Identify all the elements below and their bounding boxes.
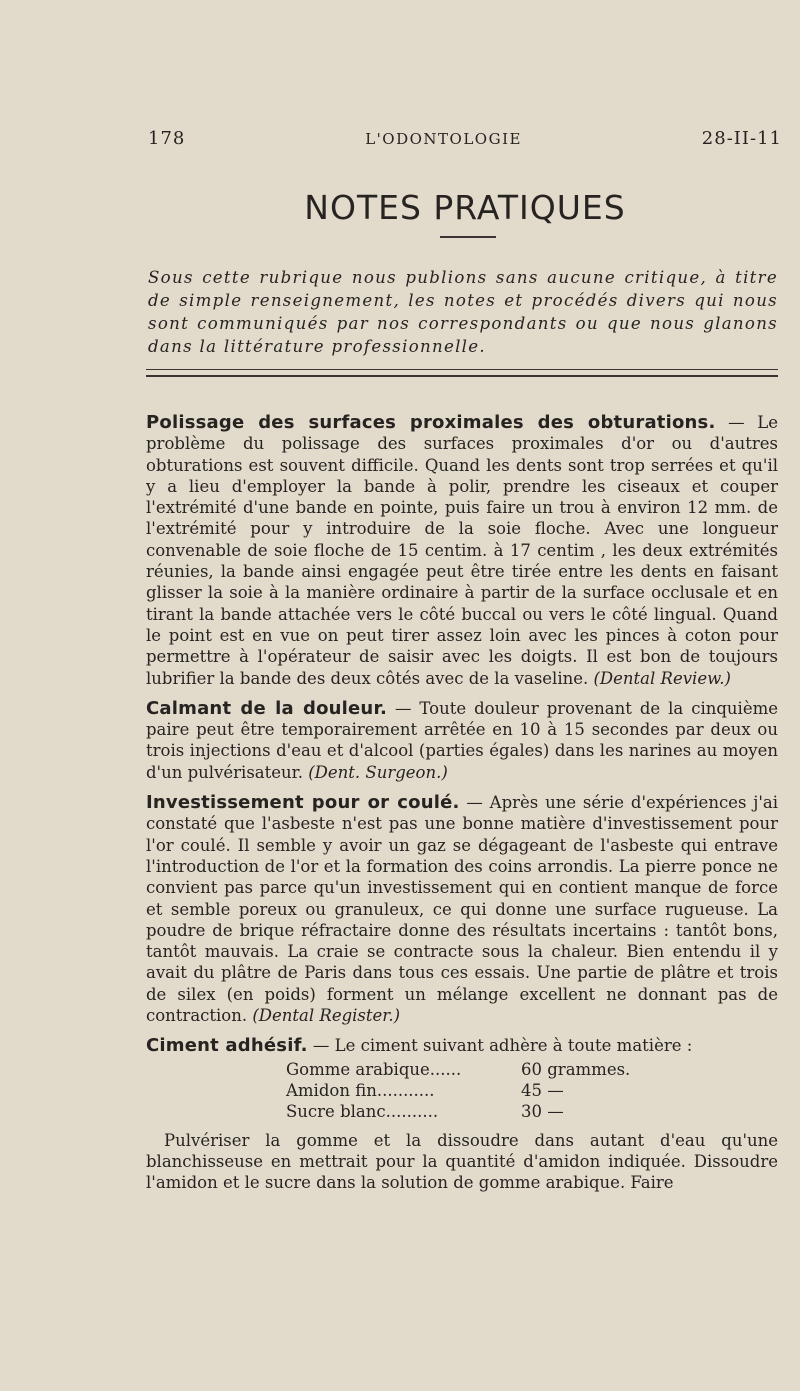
section-intro: Sous cette rubrique nous publions sans aucune critique, à titre de simple renseignement, les notes et procédés divers qui nous sont communiqués par nos correspondants ou que nous glanons dans la littérature professionnelle. (148, 268, 778, 356)
page-number: 178 (148, 128, 186, 149)
recipe-ingredient: Sucre blanc.......... (286, 1101, 439, 1121)
article-source: (Dental Register.) (252, 1006, 401, 1026)
title-rule (440, 236, 496, 238)
recipe-amount: 60 grammes. (521, 1059, 631, 1079)
recipe-ingredient: Amidon fin........... (286, 1080, 435, 1100)
section-title: NOTES PRATIQUES (304, 188, 626, 227)
article-ciment (146, 1035, 778, 1056)
article-heading: Calmant de la douleur. (146, 697, 388, 719)
recipe-row (286, 1101, 778, 1122)
running-head (148, 128, 782, 149)
article-heading: Ciment adhésif. (146, 1035, 308, 1057)
closing-paragraph: Pulvériser la gomme et la dissoudre dans autant d'eau qu'une blanchisseuse en mettrait pour la quantité d'amidon indiquée. Dissoudre l'amidon et le sucre dans la solution de gomme arabique. Faire (146, 1130, 778, 1193)
article-text: — Toute douleur provenant de la cinquième paire peut être temporairement arrêtée en 10 à 15 secondes par deux ou trois injections d'eau et d'alcool (parties égales) dans les narines au moyen d'un pulvérisateur. (146, 698, 778, 782)
article-source: (Dental Review.) (593, 668, 731, 688)
recipe-amount: 30 — (521, 1101, 564, 1121)
article-body (146, 412, 778, 1203)
recipe-table (286, 1059, 778, 1122)
article-heading: Polissage des surfaces proximales des obturations. (146, 412, 716, 433)
article-polissage (146, 412, 778, 689)
recipe-row (286, 1059, 778, 1080)
issue-date: 28-II-11 (701, 128, 782, 149)
journal-title: L'ODONTOLOGIE (365, 130, 522, 148)
article-source: (Dent. Surgeon.) (308, 762, 448, 782)
double-rule-divider (146, 369, 778, 377)
article-text: — Après une série d'expériences j'ai constaté que l'asbeste n'est pas une bonne matière d'investissement pour l'or coulé. Il semble y avoir un gaz se dégageant de l'asbeste qui entrave l'introduction de l'or et la formation des coins arrondis. La pierre ponce ne convient pas parce qu'un investissement qui en contient manque de force et semble poreux ou granuleux, ce qui donne une surface rugueuse. La poudre de brique réfractaire donne des résultats incertains : tantôt bons, tantôt mauvais. La craie se contracte sous la chaleur. Bien entendu il y avait du plâtre de Paris dans tous ces essais. Une partie de plâtre et trois de silex (en poids) forment un mélange excellent ne donnant pas de contraction. (146, 793, 778, 1026)
article-text: — Le ciment suivant adhère à toute matière : (307, 1036, 693, 1056)
article-heading: Investissement pour or coulé. (146, 792, 460, 814)
recipe-amount: 45 — (521, 1080, 564, 1100)
article-calmant (146, 698, 778, 783)
recipe-ingredient: Gomme arabique...... (286, 1059, 462, 1079)
article-text: — Le problème du polissage des surfaces proximales d'or ou d'autres obturations est souvent difficile. Quand les dents sont trop serrées et qu'il y a lieu d'employer la bande à polir, prendre les ciseaux et couper l'extrémité d'une bande en pointe, puis faire un trou à environ 12 mm. de l'extrémité pour y introduire de la soie floche. Avec une longueur convenable de soie floche de 15 centim. à 17 centim , les deux extrémités réunies, la bande ainsi engagée peut être tirée entre les dents en faisant glisser la soie à la manière ordinaire à partir de la surface occlusale et en tirant la bande attachée vers le côté buccal ou vers le côté lingual. Quand le point est en vue on peut tirer assez loin avec les pinces à coton pour permettre à l'opérateur de saisir avec les doigts. Il est bon de toujours lubrifier la bande des deux côtés avec de la vaseline. (146, 413, 778, 688)
article-investissement (146, 792, 778, 1026)
recipe-row (286, 1080, 778, 1101)
